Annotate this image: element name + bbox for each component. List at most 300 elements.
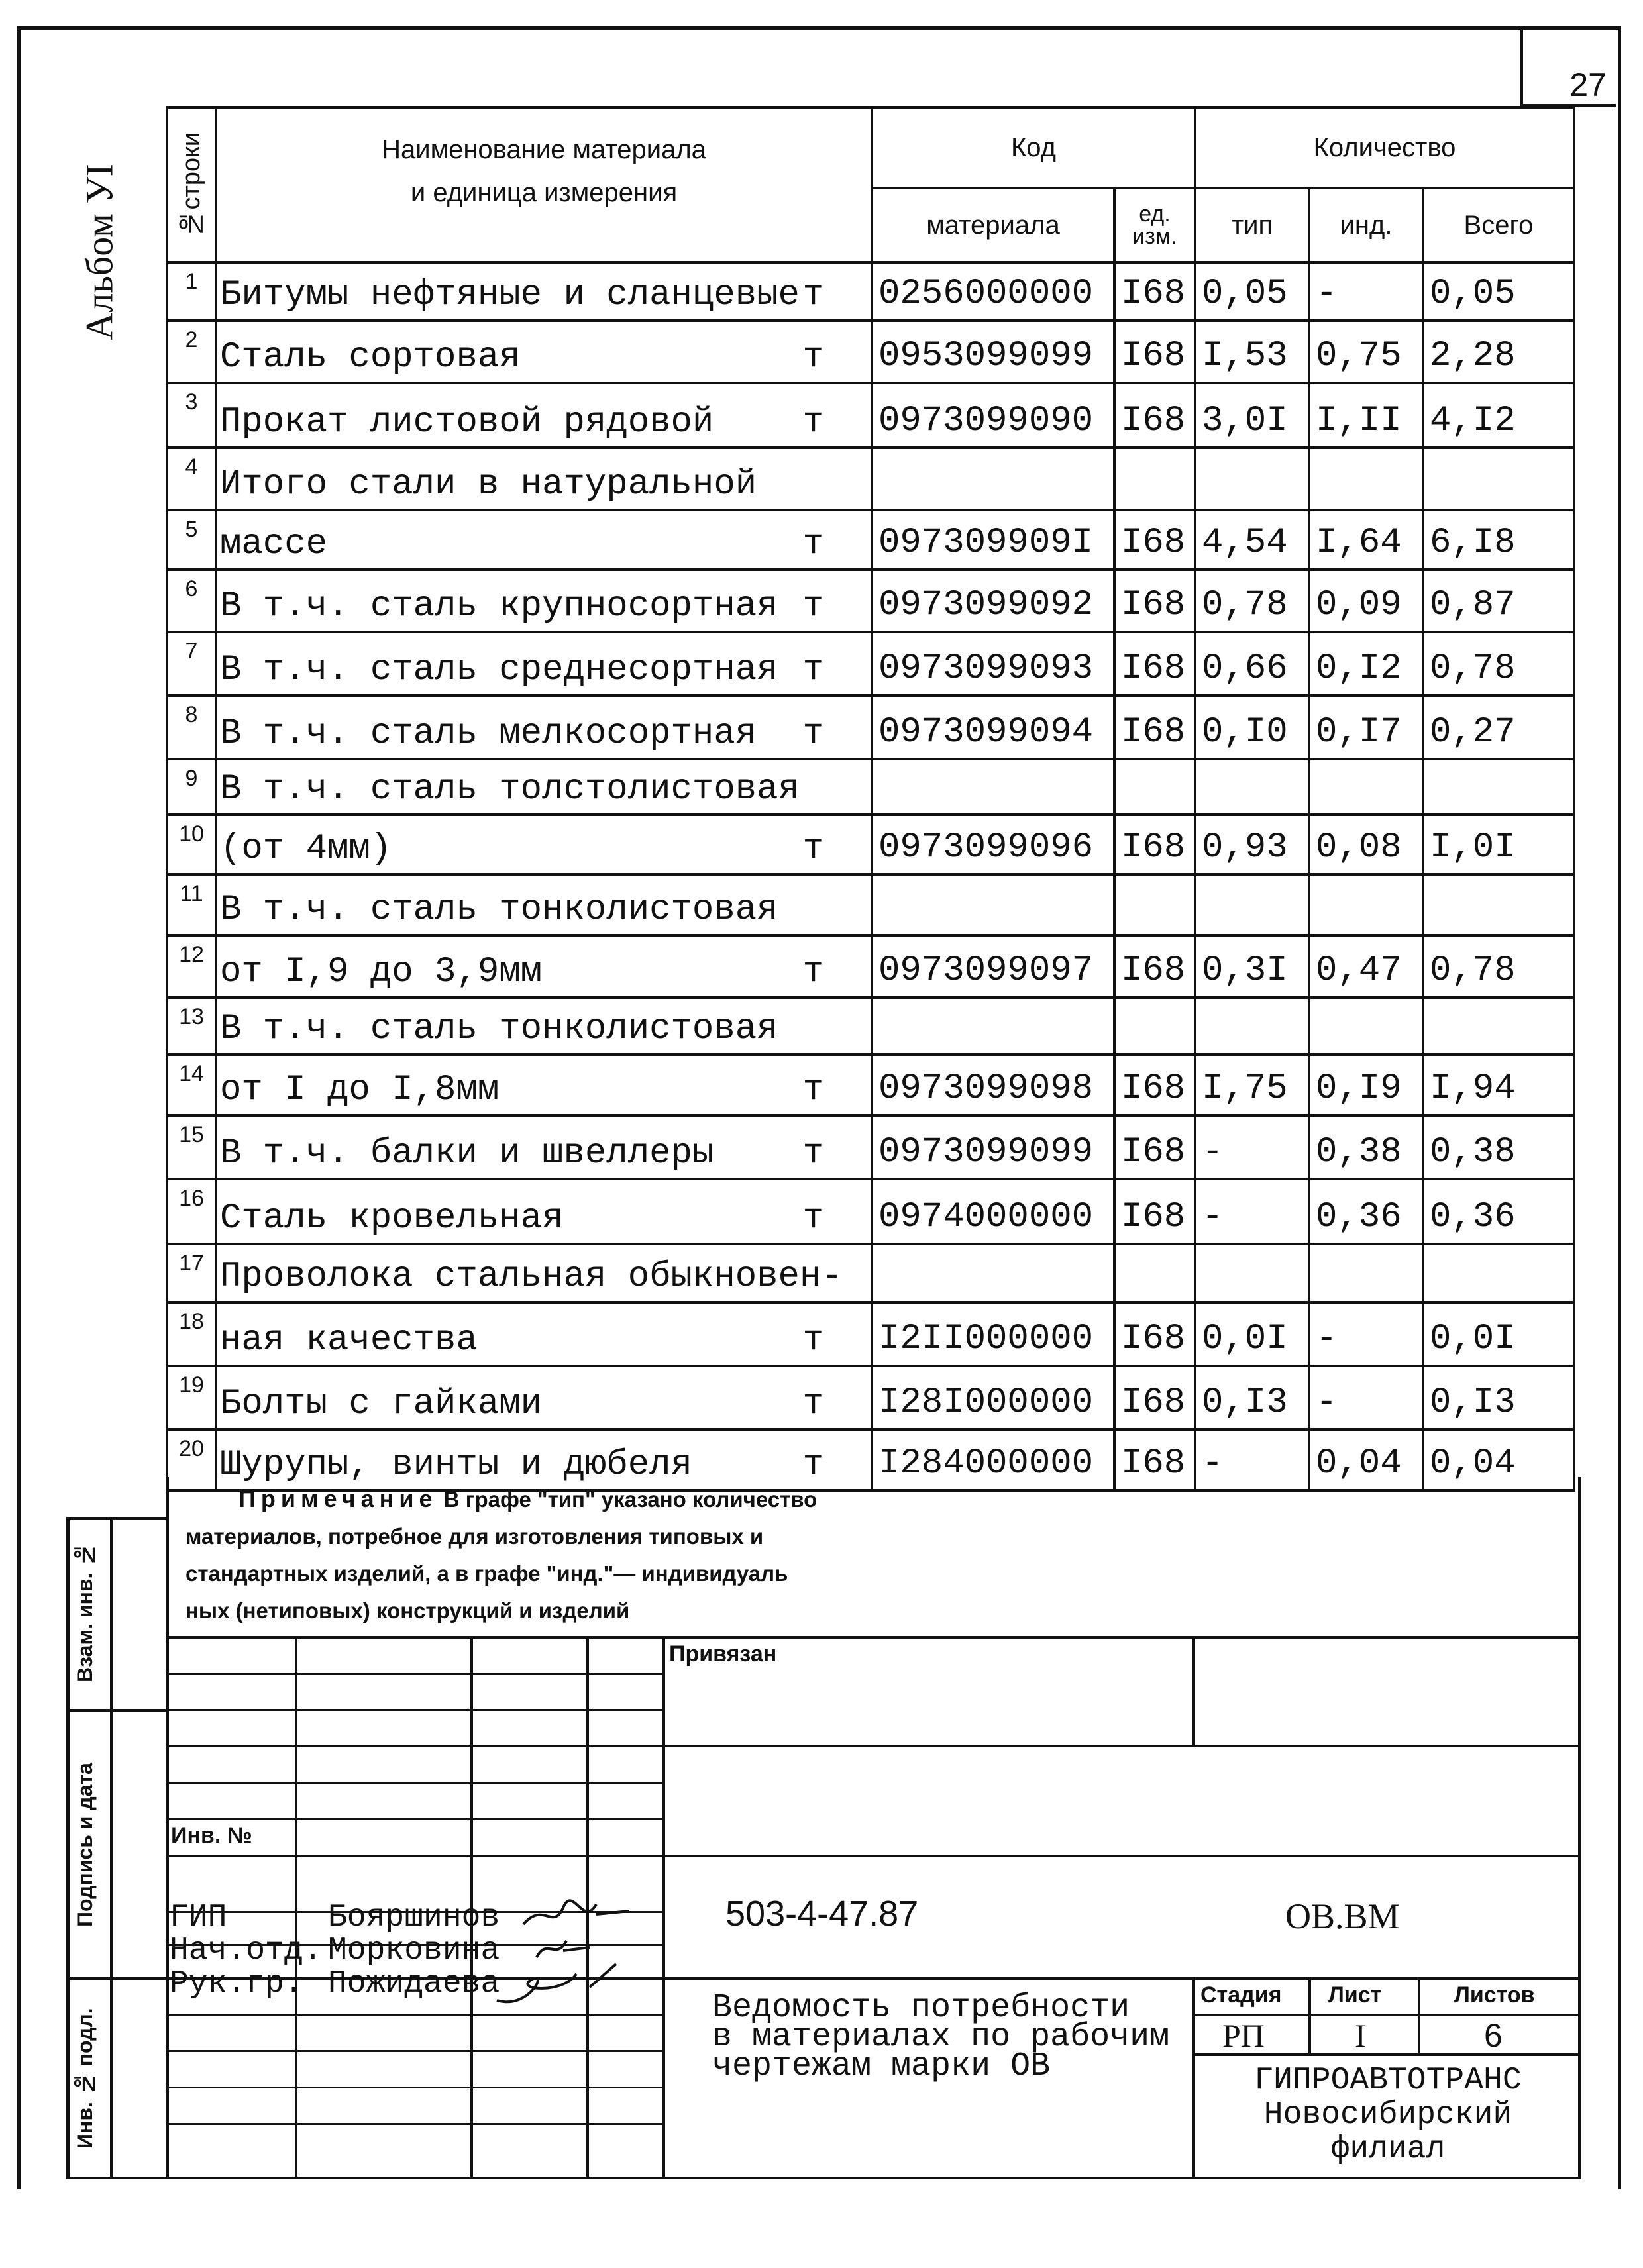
material-name-text: В т.ч. сталь мелкосортная <box>220 713 757 754</box>
side-stamp-line <box>110 1517 113 2179</box>
qty-type <box>1195 510 1309 570</box>
title-block-line <box>1308 1977 1311 2055</box>
qty-ind-value: 0,09 <box>1316 585 1402 625</box>
table-row <box>167 321 1574 383</box>
qty-type-value: 4,54 <box>1202 523 1288 563</box>
material-code <box>872 874 1114 935</box>
material-unit: т <box>802 952 824 992</box>
material-name-text: (от 4мм) <box>220 829 392 869</box>
qty-type-value: 0,78 <box>1202 585 1288 625</box>
material-code <box>872 262 1114 321</box>
material-name <box>216 815 872 874</box>
material-name-text: ная качества <box>220 1320 478 1361</box>
qty-ind-value: 0,36 <box>1316 1197 1402 1237</box>
unit-code <box>1114 1115 1195 1179</box>
qty-total <box>1423 1366 1574 1429</box>
material-name <box>216 696 872 759</box>
row-number: 12 <box>167 935 216 998</box>
qty-type-value <box>1202 808 1308 813</box>
privyazan-label: Привязан <box>669 1641 777 1667</box>
material-code <box>872 1055 1114 1115</box>
material-name-text: Шурупы, винты и дюбеля <box>220 1445 692 1485</box>
material-code <box>872 383 1114 448</box>
material-code <box>872 815 1114 874</box>
qty-ind <box>1309 1429 1423 1490</box>
qty-total-value: I,0I <box>1430 827 1516 868</box>
qty-total-value <box>1430 1048 1573 1053</box>
row-number: 9 <box>167 759 216 815</box>
qty-ind <box>1309 1055 1423 1115</box>
side-label-vzam: Взам. инв. № <box>73 1543 97 1683</box>
sheet-number: 27 <box>1569 66 1607 103</box>
material-unit: т <box>802 1445 824 1485</box>
material-name <box>216 935 872 998</box>
doc-mark: ОВ.ВМ <box>1285 1896 1400 1936</box>
qty-total-value <box>1430 1296 1573 1301</box>
table-row <box>167 1055 1574 1115</box>
material-name <box>216 998 872 1055</box>
unit-code-value: I68 <box>1121 1319 1186 1359</box>
qty-total-value: 0,04 <box>1430 1443 1516 1484</box>
unit-code-value: I68 <box>1121 1068 1186 1109</box>
qty-total-value <box>1430 808 1573 813</box>
side-label-podpis: Подпись и дата <box>73 1763 97 1927</box>
qty-type-value: I,75 <box>1202 1068 1288 1109</box>
qty-type <box>1195 570 1309 632</box>
qty-ind-value: 0,I7 <box>1316 712 1402 752</box>
qty-ind-value <box>1316 1296 1422 1301</box>
material-code-value: 0973099093 <box>878 648 1094 689</box>
inv-no-label: Инв. № <box>171 1823 252 1848</box>
material-name-text: В т.ч. сталь крупносортная <box>220 586 778 627</box>
qty-total-value: 0,27 <box>1430 712 1516 752</box>
note-line-3: стандартных изделий, а в графе "инд."— индивидуаль <box>186 1561 788 1586</box>
title-block-line <box>166 2123 662 2125</box>
material-unit: т <box>802 524 824 564</box>
material-unit: т <box>802 1070 824 1110</box>
qty-total <box>1423 815 1574 874</box>
material-name <box>216 448 872 510</box>
qty-total <box>1423 1055 1574 1115</box>
material-name-text: массе <box>220 524 328 564</box>
qty-total-value: 6,I8 <box>1430 523 1516 563</box>
material-code <box>872 1429 1114 1490</box>
title-block-line <box>166 2177 1581 2179</box>
qty-ind <box>1309 570 1423 632</box>
material-name-text: Сталь сортовая <box>220 337 521 378</box>
stage-value: РП <box>1222 2017 1265 2054</box>
qty-type-value: 0,05 <box>1202 274 1288 314</box>
note-label: Примечание <box>238 1485 438 1512</box>
qty-total <box>1423 1179 1574 1244</box>
unit-code <box>1114 510 1195 570</box>
doc-title <box>712 1989 1170 2085</box>
qty-total <box>1423 874 1574 935</box>
title-block-line <box>1192 1977 1195 2179</box>
material-code <box>872 632 1114 696</box>
material-code-value: I2II000000 <box>878 1319 1094 1359</box>
title-block-line <box>295 1636 297 2179</box>
table-row <box>167 632 1574 696</box>
side-stamp-line <box>66 1977 166 1980</box>
material-code-value <box>878 1048 1113 1053</box>
table-row <box>167 262 1574 321</box>
title-block-line <box>1192 2014 1581 2016</box>
qty-type <box>1195 383 1309 448</box>
qty-ind-value: 0,I9 <box>1316 1068 1402 1109</box>
qty-total <box>1423 262 1574 321</box>
qty-ind-value: 0,47 <box>1316 951 1402 991</box>
qty-ind <box>1309 1302 1423 1366</box>
material-unit: т <box>802 402 824 442</box>
qty-ind <box>1309 759 1423 815</box>
unit-code-value: I68 <box>1121 1382 1186 1423</box>
material-unit: т <box>802 829 824 869</box>
unit-code-value: I68 <box>1121 523 1186 563</box>
qty-total-value: 0,I3 <box>1430 1382 1516 1423</box>
qty-ind-value: 0,I2 <box>1316 648 1402 689</box>
header-code-material: материала <box>872 188 1114 262</box>
title-block-line <box>166 1818 662 1820</box>
qty-ind <box>1309 632 1423 696</box>
material-code-value <box>878 1296 1113 1301</box>
row-number: 18 <box>167 1302 216 1366</box>
qty-ind <box>1309 1179 1423 1244</box>
qty-type-value <box>1202 1296 1308 1301</box>
material-code <box>872 1244 1114 1302</box>
header-qty-ind: инд. <box>1309 188 1423 262</box>
org-line-1: ГИПРОАВТОТРАНС <box>1254 2063 1522 2098</box>
material-name-text: от I до I,8мм <box>220 1070 500 1110</box>
material-name <box>216 632 872 696</box>
material-code-value: 0256000000 <box>878 274 1094 314</box>
qty-ind <box>1309 815 1423 874</box>
table-row <box>167 1366 1574 1429</box>
unit-code <box>1114 632 1195 696</box>
material-name <box>216 1302 872 1366</box>
material-code <box>872 1115 1114 1179</box>
material-code-value: 0973099092 <box>878 585 1094 625</box>
unit-code <box>1114 1429 1195 1490</box>
qty-total-value: I,94 <box>1430 1068 1516 1109</box>
material-code <box>872 696 1114 759</box>
title-block-line <box>166 2014 662 2016</box>
material-unit: т <box>802 650 824 690</box>
qty-ind-value <box>1316 503 1422 509</box>
title-block-line <box>1192 1636 1195 1745</box>
qty-total <box>1423 998 1574 1055</box>
unit-code <box>1114 1302 1195 1366</box>
title-block-line <box>166 1745 1581 1747</box>
qty-ind <box>1309 321 1423 383</box>
unit-code <box>1114 874 1195 935</box>
table-row <box>167 448 1574 510</box>
qty-type-value: 0,66 <box>1202 648 1288 689</box>
qty-ind-value <box>1316 1048 1422 1053</box>
qty-total <box>1423 1429 1574 1490</box>
material-code <box>872 1302 1114 1366</box>
qty-ind <box>1309 874 1423 935</box>
doc-title-line-1: Ведомость потребности <box>712 1989 1130 2027</box>
unit-code-value: I68 <box>1121 827 1186 868</box>
qty-total <box>1423 935 1574 998</box>
title-block-line <box>662 1636 665 2179</box>
qty-type-value: 3,0I <box>1202 401 1288 441</box>
org-line-2: Новосибирский <box>1263 2097 1512 2133</box>
qty-total <box>1423 632 1574 696</box>
title-block-line <box>166 1855 1581 1857</box>
qty-total-value <box>1430 929 1573 934</box>
material-code <box>872 321 1114 383</box>
qty-type <box>1195 759 1309 815</box>
row-number: 7 <box>167 632 216 696</box>
qty-ind-value: - <box>1316 274 1338 314</box>
qty-type-value: 0,93 <box>1202 827 1288 868</box>
row-number: 17 <box>167 1244 216 1302</box>
unit-code-value: I68 <box>1121 648 1186 689</box>
row-number: 13 <box>167 998 216 1055</box>
doc-title-line-3: чертежам марки ОВ <box>712 2047 1051 2085</box>
qty-type <box>1195 1179 1309 1244</box>
material-name-text: Итого стали в натуральной <box>220 464 757 505</box>
material-code <box>872 759 1114 815</box>
unit-code <box>1114 815 1195 874</box>
qty-total-value: 2,28 <box>1430 336 1516 376</box>
qty-total <box>1423 321 1574 383</box>
title-block-line <box>1418 1977 1420 2055</box>
qty-ind <box>1309 262 1423 321</box>
qty-ind-value: 0,04 <box>1316 1443 1402 1484</box>
qty-type <box>1195 448 1309 510</box>
material-code-value: 097309909I <box>878 523 1094 563</box>
material-code <box>872 570 1114 632</box>
material-unit: т <box>802 1320 824 1361</box>
qty-total <box>1423 759 1574 815</box>
material-code-value: 0973099096 <box>878 827 1094 868</box>
qty-type-value: I,53 <box>1202 336 1288 376</box>
material-unit: т <box>802 337 824 378</box>
material-name <box>216 1055 872 1115</box>
qty-total-value: 0,78 <box>1430 648 1516 689</box>
row-number: 11 <box>167 874 216 935</box>
material-code <box>872 1366 1114 1429</box>
qty-type <box>1195 262 1309 321</box>
material-name-text: В т.ч. сталь толстолистовая <box>220 769 800 809</box>
material-name-text: В т.ч. сталь тонколистовая <box>220 890 778 930</box>
material-code-value <box>878 808 1113 813</box>
qty-ind-value: I,II <box>1316 401 1402 441</box>
unit-code-value <box>1121 929 1194 934</box>
qty-ind <box>1309 998 1423 1055</box>
qty-type <box>1195 1115 1309 1179</box>
material-name <box>216 570 872 632</box>
material-code <box>872 510 1114 570</box>
unit-code-value <box>1121 1048 1194 1053</box>
unit-code-value <box>1121 503 1194 509</box>
sheet-number-box <box>1520 26 1616 107</box>
qty-ind-value: - <box>1316 1382 1338 1423</box>
material-code-value <box>878 503 1113 509</box>
unit-code <box>1114 759 1195 815</box>
qty-ind-value: 0,08 <box>1316 827 1402 868</box>
material-name-text: В т.ч. сталь тонколистовая <box>220 1009 778 1049</box>
staff-role-3: Рук.гр. <box>170 1966 303 2002</box>
row-number: 1 <box>167 262 216 321</box>
qty-ind <box>1309 935 1423 998</box>
title-block-line <box>166 1782 662 1784</box>
qty-type <box>1195 1366 1309 1429</box>
unit-code-value: I68 <box>1121 1132 1186 1172</box>
doc-title-line-2: в материалах по рабочим <box>712 2018 1170 2056</box>
material-code-value: 0974000000 <box>878 1197 1094 1237</box>
qty-type <box>1195 815 1309 874</box>
qty-type-value: 0,0I <box>1202 1319 1288 1359</box>
material-name <box>216 383 872 448</box>
side-stamp-line <box>66 1709 166 1712</box>
qty-total <box>1423 383 1574 448</box>
material-name <box>216 1366 872 1429</box>
qty-type <box>1195 1244 1309 1302</box>
qty-total-value: 0,38 <box>1430 1132 1516 1172</box>
row-number: 2 <box>167 321 216 383</box>
qty-ind <box>1309 383 1423 448</box>
org-line-3: филиал <box>1330 2132 1446 2167</box>
material-name-text: Проволока стальная обыкновен- <box>220 1257 843 1297</box>
unit-code <box>1114 321 1195 383</box>
material-name-text: Битумы нефтяные и сланцевые <box>220 275 800 315</box>
material-code <box>872 998 1114 1055</box>
qty-ind <box>1309 696 1423 759</box>
title-block-line <box>166 1477 169 2179</box>
table-row <box>167 815 1574 874</box>
material-code-value: I28I000000 <box>878 1382 1094 1423</box>
unit-code-value: I68 <box>1121 1197 1186 1237</box>
signature-1 <box>517 1894 636 1934</box>
row-number: 19 <box>167 1366 216 1429</box>
album-label: Альбом УI <box>78 164 121 340</box>
unit-code-value: I68 <box>1121 336 1186 376</box>
row-number: 5 <box>167 510 216 570</box>
unit-code-value: I68 <box>1121 712 1186 752</box>
material-unit: т <box>802 1384 824 1424</box>
header-row-no: №строки <box>167 107 216 262</box>
title-block-line <box>166 2087 662 2088</box>
qty-total-value: 0,05 <box>1430 274 1516 314</box>
qty-type-value <box>1202 1048 1308 1053</box>
table-row <box>167 935 1574 998</box>
qty-ind <box>1309 448 1423 510</box>
header-code: Код <box>872 107 1195 188</box>
signature-2 <box>530 1931 596 1964</box>
material-name <box>216 1179 872 1244</box>
table-row <box>167 570 1574 632</box>
material-unit: т <box>802 713 824 754</box>
material-name-text: Болты с гайками <box>220 1384 543 1424</box>
sheet-value: I <box>1355 2017 1366 2054</box>
qty-type-value: 0,3I <box>1202 951 1288 991</box>
unit-code <box>1114 696 1195 759</box>
table-row <box>167 1179 1574 1244</box>
staff-role-2: Нач.отд. <box>170 1933 323 1969</box>
qty-ind-value: 0,75 <box>1316 336 1402 376</box>
staff-name-1: Бояршинов <box>328 1900 500 1935</box>
qty-total <box>1423 510 1574 570</box>
row-number: 8 <box>167 696 216 759</box>
qty-type <box>1195 998 1309 1055</box>
qty-type <box>1195 1302 1309 1366</box>
material-name <box>216 510 872 570</box>
note-line-2: материалов, потребное для изготовления типовых и <box>186 1524 764 1549</box>
header-code-unit: ед. изм. <box>1114 188 1195 262</box>
qty-type-value <box>1202 929 1308 934</box>
header-name: Наименование материала и единица измерения <box>216 107 872 262</box>
material-code-value: 0973099094 <box>878 712 1094 752</box>
header-quantity: Количество <box>1195 107 1574 188</box>
material-name <box>216 759 872 815</box>
qty-type <box>1195 1055 1309 1115</box>
qty-type <box>1195 935 1309 998</box>
material-unit: т <box>802 586 824 627</box>
sheets-value: 6 <box>1484 2017 1503 2054</box>
note-line-4: ных (нетиповых) конструкций и изделий <box>186 1598 630 1623</box>
qty-total-value: 0,78 <box>1430 951 1516 991</box>
table-row <box>167 998 1574 1055</box>
qty-type-value: - <box>1202 1132 1224 1172</box>
qty-type <box>1195 874 1309 935</box>
qty-type-value <box>1202 503 1308 509</box>
material-name <box>216 1244 872 1302</box>
qty-ind-value <box>1316 929 1422 934</box>
row-number: 4 <box>167 448 216 510</box>
header-qty-type: тип <box>1195 188 1309 262</box>
material-code-value: 0973099097 <box>878 951 1094 991</box>
qty-total-value: 0,36 <box>1430 1197 1516 1237</box>
title-block-line <box>166 1709 662 1711</box>
qty-total <box>1423 696 1574 759</box>
row-number: 14 <box>167 1055 216 1115</box>
material-code <box>872 448 1114 510</box>
material-name-text: от I,9 до 3,9мм <box>220 952 543 992</box>
material-name <box>216 1115 872 1179</box>
sheets-label: Листов <box>1454 1983 1535 2008</box>
unit-code <box>1114 570 1195 632</box>
unit-code <box>1114 262 1195 321</box>
material-code-value: 0973099099 <box>878 1132 1094 1172</box>
table-row <box>167 1302 1574 1366</box>
qty-type-value: 0,I0 <box>1202 712 1288 752</box>
unit-code-value: I68 <box>1121 951 1186 991</box>
qty-total <box>1423 1244 1574 1302</box>
note-line-1: В графе "тип" указано количество <box>443 1487 818 1512</box>
qty-type <box>1195 321 1309 383</box>
qty-type <box>1195 696 1309 759</box>
row-number: 10 <box>167 815 216 874</box>
table-row <box>167 696 1574 759</box>
title-block-line <box>166 1673 662 1675</box>
row-number: 6 <box>167 570 216 632</box>
table-row <box>167 1244 1574 1302</box>
material-code-value <box>878 929 1113 934</box>
staff-name-2: Морковина <box>328 1933 500 1969</box>
title-block-line <box>166 2050 662 2052</box>
qty-ind <box>1309 1366 1423 1429</box>
row-number: 16 <box>167 1179 216 1244</box>
unit-code <box>1114 1244 1195 1302</box>
qty-type-value: - <box>1202 1443 1224 1484</box>
material-code-value: I284000000 <box>878 1443 1094 1484</box>
doc-code: 503-4-47.87 <box>725 1894 919 1933</box>
qty-ind <box>1309 510 1423 570</box>
